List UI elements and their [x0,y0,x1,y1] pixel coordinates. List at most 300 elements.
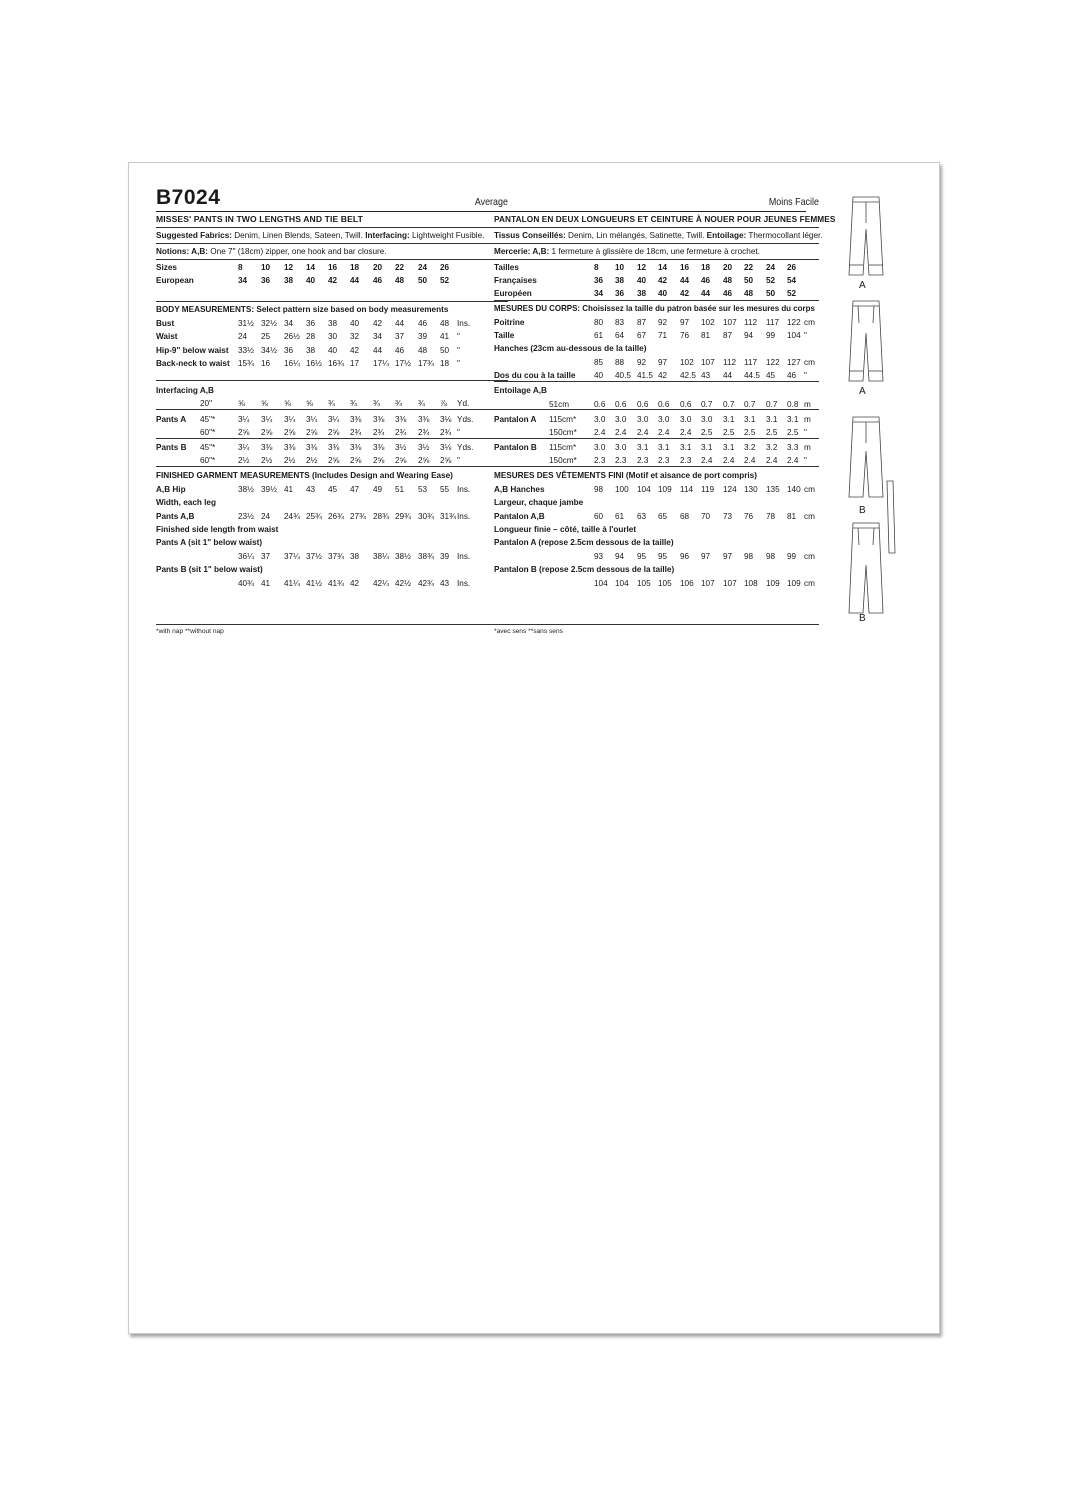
largeur-label: Largeur, chaque jambe [494,498,584,507]
value-cell: 2¾ [350,428,362,437]
value-cell: 54 [787,276,797,285]
value-cell: 44 [680,276,690,285]
value-cell: 20 [373,263,383,272]
value-cell: 18 [701,263,711,272]
divider-line [494,438,819,439]
value-cell: 0.6 [658,400,670,409]
unit-cell: Ins. [457,579,471,588]
value-cell: 2⅝ [395,456,407,465]
value-cell: 40.5 [615,371,631,380]
value-cell: 40 [328,345,338,355]
row-label: Poitrine [494,318,525,327]
value-cell: 52 [766,276,776,285]
value-cell: 106 [680,579,694,588]
pantalon-a-label: Pantalon A [494,415,537,424]
view-label: A [859,280,866,291]
value-cell: 33½ [238,345,254,355]
value-cell: 2.4 [766,456,778,465]
value-cell: 2.5 [744,428,756,437]
value-cell: 3¼ [306,415,318,424]
value-cell: 0.6 [637,400,649,409]
divider-line [494,381,819,382]
body-measurements-heading-fr: MESURES DU CORPS: Choisissez la taille du patron basée sur les mesures du corps [494,304,815,313]
value-cell: 3½ [395,443,407,452]
value-cell: 38¾ [418,552,434,561]
value-cell: 92 [658,318,668,327]
finished-heading: FINISHED GARMENT MEASUREMENTS (Includes Design and Wearing Ease) [156,471,453,480]
value-cell: 109 [787,579,801,588]
value-cell: 31½ [238,319,254,328]
value-cell: 17¼ [373,358,389,368]
field-label: Interfacing: [365,231,410,240]
pattern-title-fr: PANTALON EN DEUX LONGUEURS ET CEINTURE À NOUER POUR JEUNES FEMMES [494,211,806,224]
value-cell: 23½ [238,512,254,521]
value-cell: 17 [350,358,360,368]
divider-line [156,624,508,625]
value-cell: 40¾ [238,579,254,588]
row-label: Hip-9" below waist [156,345,229,355]
value-cell: 50 [418,276,428,285]
row-label: Taille [494,331,515,340]
value-cell: 104 [615,579,629,588]
unit-cell: Ins. [457,485,471,494]
width-each-leg-label: Width, each leg [156,498,216,507]
value-cell: 34 [238,276,248,285]
value-cell: 36¼ [238,552,254,561]
field-label: Mercerie: A,B: [494,247,550,256]
value-cell: 17½ [395,358,411,368]
value-cell: ¾ [418,399,425,408]
value-cell: 85 [594,358,604,367]
value-cell: 25¾ [306,512,322,521]
difficulty-label-fr: Moins Facile [768,196,819,208]
value-cell: 3⅜ [350,443,362,452]
value-cell: 24 [261,512,271,521]
value-cell: 38 [328,319,338,328]
value-cell: 42.5 [680,371,696,380]
value-cell: 38¼ [373,552,389,561]
value-cell: 44.5 [744,371,760,380]
value-cell: 98 [594,485,604,494]
value-cell: 26 [440,263,450,272]
field-text: One 7" (18cm) zipper, one hook and bar closure. [208,247,387,256]
value-cell: 18 [350,263,360,272]
value-cell: 50 [744,276,754,285]
divider-line [494,300,819,301]
value-cell: 37 [261,552,271,561]
value-cell: 0.7 [723,400,735,409]
value-cell: 16 [680,263,690,272]
value-cell: 36 [615,289,625,298]
value-cell: 2.4 [787,456,799,465]
pants-a-length-label: Pants A (sit 1" below waist) [156,538,263,547]
row-label: Pants A,B [156,512,195,521]
value-cell: 88 [615,358,625,367]
value-cell: 44 [395,319,405,328]
value-cell: 48 [723,276,733,285]
unit-cell: " [804,456,807,465]
value-cell: 112 [744,318,758,327]
value-cell: 40 [594,371,604,380]
value-cell: 3⅜ [284,443,296,452]
value-cell: 63 [637,512,647,521]
value-cell: 3⅛ [440,443,452,452]
unit-cell: m [804,443,811,452]
unit-cell: " [804,331,807,340]
pantalon-b-length-label: Pantalon B (repose 2.5cm dessous de la taille) [494,565,675,574]
value-cell: 105 [637,579,651,588]
value-cell: 60 [594,512,604,521]
value-cell: 46 [701,276,711,285]
value-cell: 42 [350,579,360,588]
value-cell: 67 [637,331,647,340]
unit-cell: " [804,428,807,437]
value-cell: 119 [701,485,715,494]
value-cell: 2¾ [440,428,452,437]
row-label: A,B Hip [156,485,186,494]
value-cell: 30¾ [418,512,434,521]
fabric-width: 60"* [200,456,216,465]
value-cell: 81 [787,512,797,521]
value-cell: 102 [701,318,715,327]
value-cell: 98 [766,552,776,561]
value-cell: 2⅝ [328,428,340,437]
value-cell: 37½ [306,552,322,561]
value-cell: 2⅝ [284,428,296,437]
value-cell: 15¾ [238,358,254,368]
value-cell: 39 [440,552,450,561]
value-cell: 28¾ [373,512,389,521]
pants-a-yardage-label: Pants A [156,415,187,424]
value-cell: 99 [787,552,797,561]
value-cell: 3¼ [261,415,273,424]
value-cell: 100 [615,485,629,494]
value-cell: 107 [723,318,737,327]
value-cell: 38 [306,345,316,355]
field-label: Notions: A,B: [156,247,208,256]
value-cell: 41 [261,579,271,588]
value-cell: 76 [680,331,690,340]
value-cell: 25 [261,332,271,342]
value-cell: 98 [744,552,754,561]
value-cell: 39½ [261,485,277,494]
value-cell: 107 [701,358,715,367]
divider-line [156,438,508,439]
value-cell: 97 [658,358,668,367]
row-label: Européen [494,289,532,298]
unit-cell: " [457,358,460,368]
pants-b-length-label: Pants B (sit 1" below waist) [156,565,263,574]
side-length-label: Finished side length from waist [156,525,279,534]
value-cell: 50 [766,289,776,298]
fabric-width: 20" [200,399,213,408]
value-cell: 2.3 [615,456,627,465]
value-cell: ¾ [395,399,402,408]
value-cell: 3.0 [615,415,627,424]
unit-cell: " [457,456,460,465]
value-cell: 38½ [395,552,411,561]
value-cell: 2½ [306,456,318,465]
unit-cell: Yds. [457,443,474,452]
value-cell: 117 [766,318,780,327]
value-cell: 2.4 [637,428,649,437]
value-cell: 37¼ [284,552,300,561]
unit-cell: m [804,400,811,409]
unit-cell: m [804,415,811,424]
value-cell: 3.0 [658,415,670,424]
value-cell: 3.0 [701,415,713,424]
pattern-title: MISSES' PANTS IN TWO LENGTHS AND TIE BELT [156,211,508,224]
fabric-width: 45"* [200,415,216,424]
value-cell: 24¾ [284,512,300,521]
value-cell: 2⅝ [373,456,385,465]
unit-cell: " [457,428,460,437]
value-cell: 41½ [306,579,322,588]
value-cell: 97 [701,552,711,561]
value-cell: 80 [594,318,604,327]
row-label: Sizes [156,263,177,272]
value-cell: 3⅜ [350,415,362,424]
value-cell: 2½ [284,456,296,465]
value-cell: 2⅝ [440,456,452,465]
value-cell: 41.5 [637,371,653,380]
value-cell: 117 [744,358,758,367]
value-cell: 41¼ [284,579,300,588]
divider-line [494,624,819,625]
value-cell: 26½ [284,332,300,342]
row-label: Waist [156,332,178,342]
nap-footnote: *with nap **without nap [156,628,224,635]
value-cell: 104 [594,579,608,588]
value-cell: 3.1 [680,443,692,452]
value-cell: 47 [350,485,360,494]
value-cell: 71 [658,331,668,340]
value-cell: 44 [701,289,711,298]
value-cell: 3.0 [637,415,649,424]
value-cell: 32½ [261,319,277,328]
value-cell: 22 [744,263,754,272]
value-cell: 2.5 [723,428,735,437]
unit-cell: cm [804,318,815,327]
fabric-width: 45"* [200,443,216,452]
value-cell: 17¾ [418,358,434,368]
value-cell: 40 [350,319,360,328]
divider-line [494,227,819,228]
field-text: Lightweight Fusible. [409,231,485,240]
value-cell: 78 [766,512,776,521]
garment-line-art [841,193,931,663]
view-b-back-drawing [849,523,883,613]
value-cell: 95 [637,552,647,561]
divider-line [156,301,508,302]
unit-cell: " [457,345,460,355]
value-cell: 114 [680,485,694,494]
value-cell: 122 [766,358,780,367]
value-cell: 48 [395,276,405,285]
value-cell: 22 [395,263,405,272]
value-cell: 107 [701,579,715,588]
value-cell: 38½ [238,485,254,494]
value-cell: 105 [658,579,672,588]
pants-illustrations [841,193,931,663]
value-cell: 8 [238,263,243,272]
value-cell: 2⅝ [261,428,273,437]
value-cell: 81 [701,331,711,340]
value-cell: 42 [658,371,668,380]
value-cell: 2.4 [723,456,735,465]
field-label: Tissus Conseillés: [494,231,566,240]
value-cell: 3⅜ [373,443,385,452]
value-cell: 43 [306,485,316,494]
divider-line [494,243,819,244]
value-cell: 94 [744,331,754,340]
fabric-width: 150cm* [549,428,577,437]
value-cell: 20 [723,263,733,272]
value-cell: 2⅝ [328,456,340,465]
value-cell: 2.4 [594,428,606,437]
value-cell: 2¾ [395,428,407,437]
value-cell: 87 [723,331,733,340]
interfacing-heading: Interfacing A,B [156,386,214,395]
value-cell: ⅞ [440,399,447,408]
value-cell: ¾ [328,399,335,408]
value-cell: 73 [723,512,733,521]
pants-b-yardage-label: Pants B [156,443,187,452]
unit-cell: Ins. [457,552,471,561]
value-cell: 51 [395,485,405,494]
value-cell: 99 [766,331,776,340]
value-cell: 97 [680,318,690,327]
value-cell: ¾ [350,399,357,408]
value-cell: 3.2 [744,443,756,452]
divider-line [494,409,819,410]
value-cell: 3¼ [238,415,250,424]
value-cell: 18 [440,358,450,368]
value-cell: 12 [284,263,294,272]
value-cell: ⅝ [306,399,313,408]
value-cell: 2.5 [766,428,778,437]
value-cell: 41 [440,332,450,342]
value-cell: 93 [594,552,604,561]
value-cell: 14 [658,263,668,272]
value-cell: 2.4 [744,456,756,465]
value-cell: 135 [766,485,780,494]
value-cell: 2.3 [637,456,649,465]
value-cell: 52 [787,289,797,298]
value-cell: 46 [373,276,383,285]
value-cell: 42½ [395,579,411,588]
value-cell: 2.3 [658,456,670,465]
value-cell: 34 [594,289,604,298]
value-cell: 16½ [306,358,322,368]
value-cell: 44 [373,345,383,355]
value-cell: 97 [723,552,733,561]
value-cell: ⅝ [261,399,268,408]
value-cell: 10 [261,263,271,272]
value-cell: 10 [615,263,625,272]
unit-cell: " [457,332,460,342]
body-measurements-heading: BODY MEASUREMENTS: Select pattern size based on body measurements [156,305,449,314]
value-cell: 43 [701,371,711,380]
value-cell: 104 [787,331,801,340]
divider-line [156,380,508,381]
row-label: Pantalon A,B [494,512,545,521]
fabric-width: 51cm [549,400,570,409]
unit-cell: cm [804,485,815,494]
value-cell: 0.7 [744,400,756,409]
divider-line [156,409,508,410]
unit-cell: cm [804,552,815,561]
divider-line [156,227,508,228]
value-cell: 0.6 [680,400,692,409]
value-cell: 3.1 [744,415,756,424]
view-label: A [859,386,866,397]
value-cell: 12 [637,263,647,272]
notions-line [156,246,508,257]
value-cell: 2⅝ [238,428,250,437]
divider-line [156,243,508,244]
value-cell: 24 [766,263,776,272]
value-cell: 8 [594,263,599,272]
value-cell: 94 [615,552,625,561]
value-cell: 36 [284,345,294,355]
value-cell: 3⅜ [306,443,318,452]
value-cell: 0.6 [615,400,627,409]
value-cell: 3¼ [238,443,250,452]
value-cell: 40 [637,276,647,285]
value-cell: 44 [723,371,733,380]
value-cell: 42 [658,276,668,285]
value-cell: 2.4 [615,428,627,437]
value-cell: 2.5 [701,428,713,437]
value-cell: 29¾ [395,512,411,521]
pattern-number: B7024 [156,186,221,209]
value-cell: 36 [261,276,271,285]
value-cell: 2⅝ [418,456,430,465]
fabric-width: 60"* [200,428,216,437]
value-cell: 2.4 [680,428,692,437]
french-column [494,163,836,763]
value-cell: 68 [680,512,690,521]
divider-line [156,259,508,260]
value-cell: 46 [787,371,797,380]
value-cell: 124 [723,485,737,494]
value-cell: 3.1 [787,415,799,424]
value-cell: 3⅜ [373,415,385,424]
value-cell: 2½ [261,456,273,465]
value-cell: 49 [373,485,383,494]
value-cell: 42¾ [418,579,434,588]
value-cell: 16 [261,358,271,368]
value-cell: 37 [395,332,405,342]
value-cell: 42¼ [373,579,389,588]
fabric-width: 150cm* [549,456,577,465]
value-cell: 3⅜ [261,443,273,452]
value-cell: 2⅝ [350,456,362,465]
value-cell: 2¾ [418,428,430,437]
value-cell: 34 [373,332,383,342]
value-cell: 42 [680,289,690,298]
value-cell: 2.3 [594,456,606,465]
divider-line [156,466,508,467]
english-column [156,163,508,763]
value-cell: 3.1 [658,443,670,452]
value-cell: 48 [418,345,428,355]
view-label: B [859,505,866,516]
value-cell: 0.6 [594,400,606,409]
value-cell: 38 [615,276,625,285]
value-cell: 92 [637,358,647,367]
